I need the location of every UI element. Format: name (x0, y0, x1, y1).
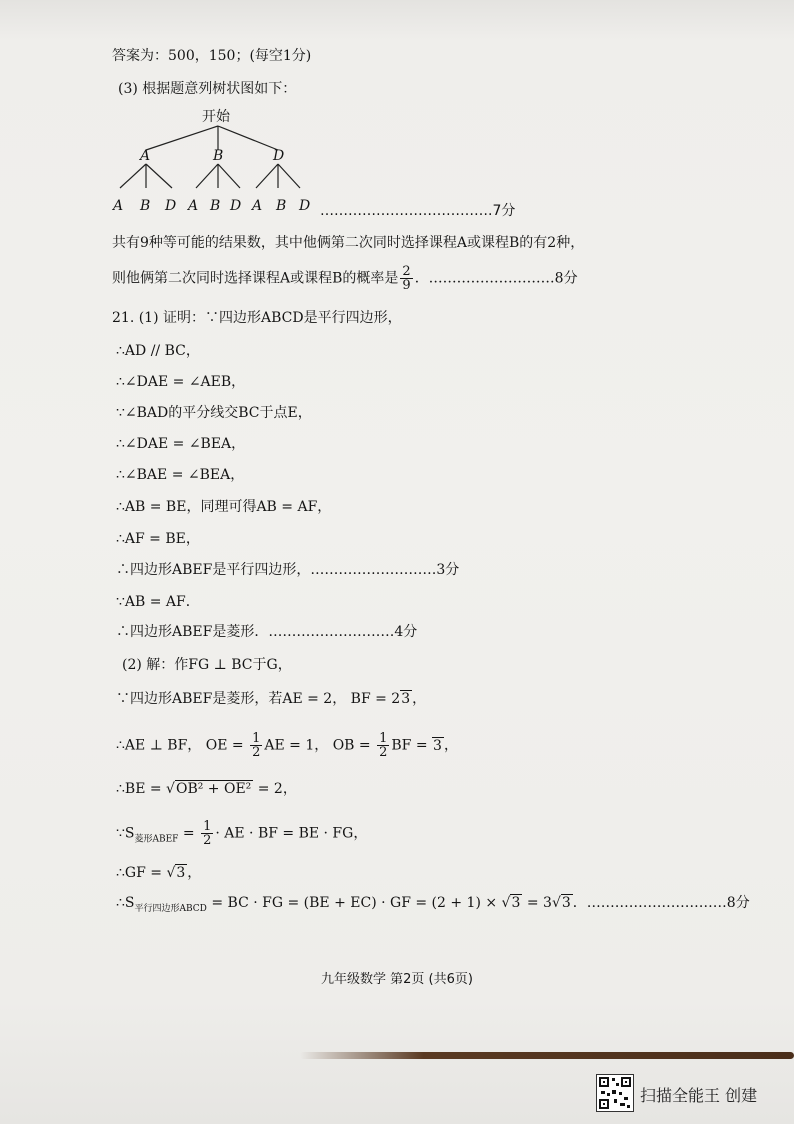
step: ∴∠BAE = ∠BEA， (116, 467, 245, 483)
step-half (116, 732, 458, 759)
part2-heading: (2) 解：作FG ⊥ BC于G， (122, 657, 292, 673)
tree-node-a: A (140, 148, 151, 164)
tree-leaf: A (113, 198, 124, 214)
step-final: $\therefore S_{平行四边形ABCD}$ = BC · FG = (BE + EC) · GF = (2 + 1) × √3 = 3√3 ．…………………………8分 (116, 895, 750, 914)
sqrt: 3 (176, 865, 186, 881)
result-line-2 (112, 265, 578, 292)
step: ∴AD // BC， (116, 343, 200, 359)
text: ∴BE = (116, 781, 167, 797)
fraction-denominator: 9 (402, 278, 411, 293)
step: ∴四边形ABEF是平行四边形，………………………3分 (116, 562, 460, 578)
sqrt: 3 (401, 691, 411, 707)
tree-node-d: D (273, 148, 285, 164)
scanner-brand: 扫描全能王 创建 (640, 1086, 758, 1105)
text: = 2， (253, 781, 297, 797)
half-fraction (201, 820, 213, 847)
tree-leaf: A (188, 198, 199, 214)
tree-leaf: D (299, 198, 311, 214)
text: = (178, 825, 200, 842)
step: ∵∠BAD的平分线交BC于点E， (116, 405, 312, 421)
sqrt: OB² + OE² (175, 781, 252, 797)
sqrt: 3 (511, 895, 521, 911)
q21-heading: 21. (1) 证明：∵四边形ABCD是平行四边形， (112, 310, 402, 326)
scan-edge-shadow (300, 1052, 794, 1059)
sqrt: 3 (561, 895, 571, 911)
tree-node-b: B (213, 148, 224, 164)
tree-leaf: B (276, 198, 287, 214)
text: ∵S (116, 825, 135, 842)
den: 2 (252, 745, 261, 760)
subscript: 平行四边形ABCD (134, 903, 207, 914)
den: 2 (379, 745, 388, 760)
text: ．…………………………8分 (572, 895, 750, 911)
tree-leaf: D (230, 198, 242, 214)
den: 2 (203, 833, 212, 848)
fraction-numerator: 2 (402, 264, 411, 279)
sqrt: 3 (433, 737, 442, 754)
text: BF = (391, 737, 433, 754)
half-fraction (250, 732, 262, 759)
text: ， (443, 737, 458, 754)
half-fraction (377, 732, 389, 759)
text: = 3 (522, 895, 552, 911)
step: ∴AF = BE， (116, 531, 200, 547)
step: ∴四边形ABEF是菱形．………………………4分 (116, 624, 418, 640)
tree-leaf: D (165, 198, 177, 214)
tree-leaf: A (252, 198, 263, 214)
text: ∴AE ⊥ BF， OE = (116, 737, 249, 754)
page-footer: 九年级数学 第2页 (共6页) (321, 972, 473, 987)
text: = BC · FG = (BE + EC) · GF = (2 + 1) × (206, 895, 502, 911)
text: ∴S (116, 895, 135, 911)
tree-leaf: B (210, 198, 221, 214)
result2-text: 则他俩第二次同时选择课程A或课程B的概率是 (112, 270, 399, 287)
subscript: 菱形ABEF (134, 834, 179, 845)
step: ∵AB = AF． (116, 594, 200, 610)
answer-line: 答案为：500，150；(每空1分) (112, 48, 312, 64)
result-line-1: 共有9种等可能的结果数，其中他俩第二次同时选择课程A或课程B的有2种， (112, 235, 585, 251)
result2-score: ．………………………8分 (414, 270, 578, 287)
step: ∴AB = BE，同理可得AB = AF， (116, 499, 332, 515)
step-rhombus (116, 690, 426, 708)
text: ， (412, 691, 427, 707)
num: 1 (203, 819, 212, 834)
part3-heading: (3) 根据题意列树状图如下： (118, 81, 297, 97)
step-area (116, 820, 367, 848)
text: ， (187, 865, 202, 881)
text: ∴GF = (116, 865, 167, 881)
step: ∴∠DAE = ∠AEB， (116, 374, 246, 390)
text: · AE · BF = BE · FG， (215, 825, 368, 842)
qr-code-icon (596, 1074, 634, 1112)
text: AE = 1， OB = (264, 737, 376, 754)
tree-score: ……………………………….7分 (320, 203, 516, 219)
step-be: ∴BE = √OB² + OE² = 2， (116, 781, 297, 797)
step: ∴∠DAE = ∠BEA， (116, 436, 246, 452)
text: ∵四边形ABEF是菱形，若AE = 2， BF = 2 (116, 691, 401, 707)
tree-root: 开始 (202, 109, 230, 125)
num: 1 (252, 731, 261, 746)
num: 1 (379, 731, 388, 746)
tree-leaf: B (140, 198, 151, 214)
step-gf: ∴GF = √3 ， (116, 865, 202, 881)
probability-fraction (400, 265, 412, 292)
